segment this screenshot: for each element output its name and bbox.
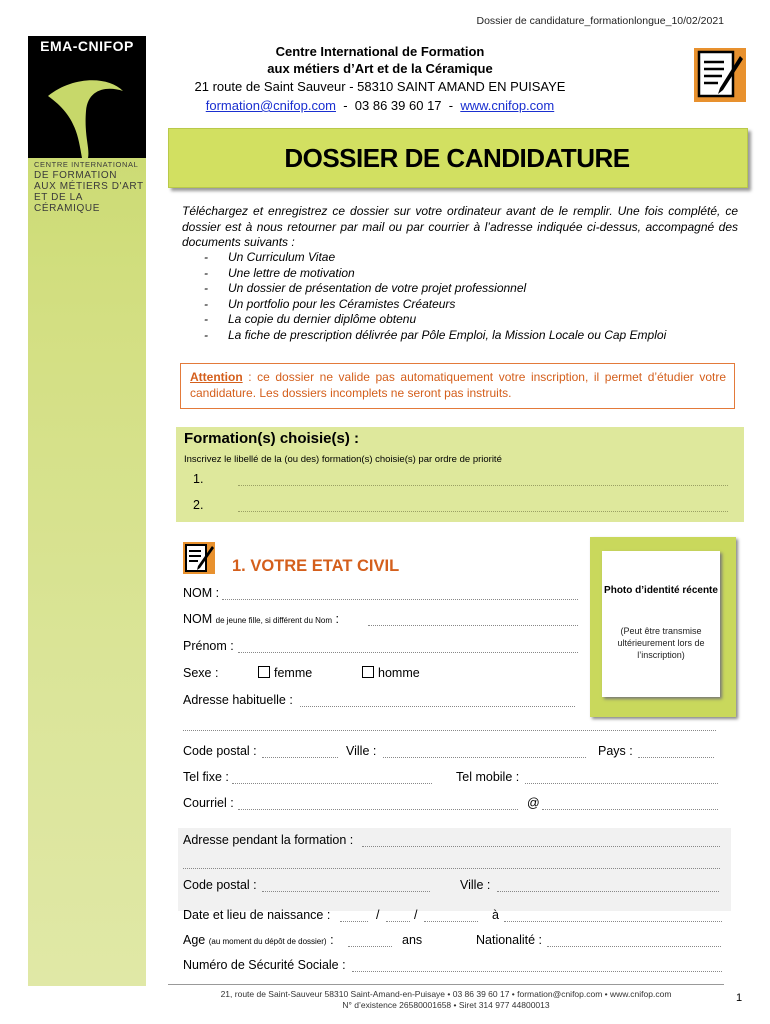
date-separator: / [414,908,418,922]
ans-label: ans [402,933,423,947]
nom-field[interactable] [222,599,578,600]
list-item: - Une lettre de motivation [204,266,666,282]
page-number: 1 [736,992,743,1004]
adresse-field-line2[interactable] [183,730,716,731]
website-link[interactable]: www.cnifop.com [460,98,555,113]
footer: 21, route de Saint-Sauveur 58310 Saint-Amand-en-Puisaye • 03 86 39 60 17 • formation@cnifop.com • www.cnifop.com N° d’existence 26580001658 • Siret 314 977 44800013 [220,989,672,1010]
formations-instruction: Inscrivez le libellé de la (ou des) formation(s) choisie(s) par ordre de priorité [184,454,502,465]
document-pen-icon [183,542,215,574]
organization-name: Centre International de Formation aux métiers d’Art et de la Céramique [267,44,493,76]
birth-month-field[interactable] [386,921,410,922]
intro-paragraph: Téléchargez et enregistrez ce dossier sur votre ordinateur avant de le remplir. Une fois complété, ce dossier est à nous retourner par mail ou par courrier à l’adresse indiquée ci-dessus, accompagné des documents suivants : [182,204,738,249]
attention-notice: Attention : ce dossier ne valide pas automatiquement votre inscription, il permet d’étudier votre candidature. Les dossiers incomplets ne seront pas instruits. [190,370,726,400]
footer-divider [168,984,724,985]
courriel-domain-field[interactable] [542,809,718,810]
homme-checkbox[interactable] [362,666,374,678]
list-item: - Un dossier de présentation de votre projet professionnel [204,281,666,297]
email-link[interactable]: formation@cnifop.com [205,98,336,113]
femme-option[interactable]: femme [258,666,312,680]
courriel-user-field[interactable] [238,809,518,810]
nom-label: NOM : [183,586,220,600]
securite-sociale-field[interactable] [352,971,722,972]
tel-fixe-field[interactable] [232,783,432,784]
ville-formation-field[interactable] [497,891,719,892]
formations-title: Formation(s) choisie(s) : [184,430,360,447]
formation-2-label: 2. [193,498,204,512]
list-item: - La copie du dernier diplôme obtenu [204,312,666,328]
page-title: DOSSIER DE CANDIDATURE [284,143,630,173]
homme-option[interactable]: homme [362,666,420,680]
birth-day-field[interactable] [340,921,368,922]
document-reference: Dossier de candidature_formationlongue_10/02/2021 [476,15,724,27]
prenom-field[interactable] [238,652,578,653]
sexe-label: Sexe : [183,666,219,680]
photo-title: Photo d’identité récente [604,585,718,596]
list-item: - La fiche de prescription délivrée par Pôle Emploi, la Mission Locale ou Cap Emploi [204,328,666,344]
organization-address: 21 route de Saint Sauveur - 58310 SAINT AMAND EN PUISAYE [194,79,566,94]
list-item: - Un portfolio pour les Céramistes Créateurs [204,297,666,313]
code-postal-formation-field[interactable] [262,891,430,892]
adresse-formation-field[interactable] [362,846,720,847]
tel-mobile-label: Tel mobile : [456,770,520,784]
photo-note: (Peut être transmise ultérieurement lors de l’inscription) [617,626,705,660]
nationalite-label: Nationalité : [476,933,543,947]
tel-mobile-field[interactable] [525,783,718,784]
tel-fixe-label: Tel fixe : [183,770,229,784]
list-item: - Un Curriculum Vitae [204,250,666,266]
nom-jeune-fille-field[interactable] [368,625,578,626]
femme-checkbox[interactable] [258,666,270,678]
nationalite-field[interactable] [547,946,721,947]
age-field[interactable] [348,946,392,947]
section-title-etat-civil: 1. VOTRE ETAT CIVIL [232,557,400,575]
logo [28,36,146,158]
logo-caption: CENTRE INTERNATIONAL DE FORMATION AUX MÉTIERS D'ART ET DE LA CÉRAMIQUE [34,160,144,214]
organization-contact: formation@cnifop.com - 03 86 39 60 17 - www.cnifop.com [205,98,555,113]
code-postal-field[interactable] [262,757,338,758]
courriel-label: Courriel : [183,796,234,810]
logo-name: EMA-CNIFOP [40,38,134,54]
photo-placeholder[interactable] [602,551,720,697]
adresse-formation-field-line2[interactable] [183,868,720,869]
code-postal-label: Code postal : [183,744,257,758]
formation-2-field[interactable] [238,511,728,512]
required-documents-list [204,250,666,343]
ville-field[interactable] [383,757,586,758]
adresse-field[interactable] [300,706,575,707]
document-pen-icon [694,48,746,102]
birth-place-prefix: à [492,908,499,922]
adresse-formation-label: Adresse pendant la formation : [183,833,354,847]
date-separator: / [376,908,380,922]
naissance-label: Date et lieu de naissance : [183,908,331,922]
birth-place-field[interactable] [504,921,722,922]
prenom-label: Prénom : [183,639,234,653]
formation-1-field[interactable] [238,485,728,486]
nom-jeune-fille-label: NOM de jeune fille, si différent du Nom : [183,612,339,626]
pays-field[interactable] [638,757,714,758]
phone-number: 03 86 39 60 17 [354,98,442,113]
at-sign: @ [527,796,540,810]
formation-1-label: 1. [193,472,204,486]
adresse-label: Adresse habituelle : [183,693,293,707]
code-postal-formation-label: Code postal : [183,878,257,892]
securite-sociale-label: Numéro de Sécurité Sociale : [183,958,346,972]
age-label: Age (au moment du dépôt de dossier) : [183,933,334,947]
ville-label: Ville : [346,744,377,758]
birth-year-field[interactable] [424,921,478,922]
ville-formation-label: Ville : [460,878,491,892]
pays-label: Pays : [598,744,633,758]
